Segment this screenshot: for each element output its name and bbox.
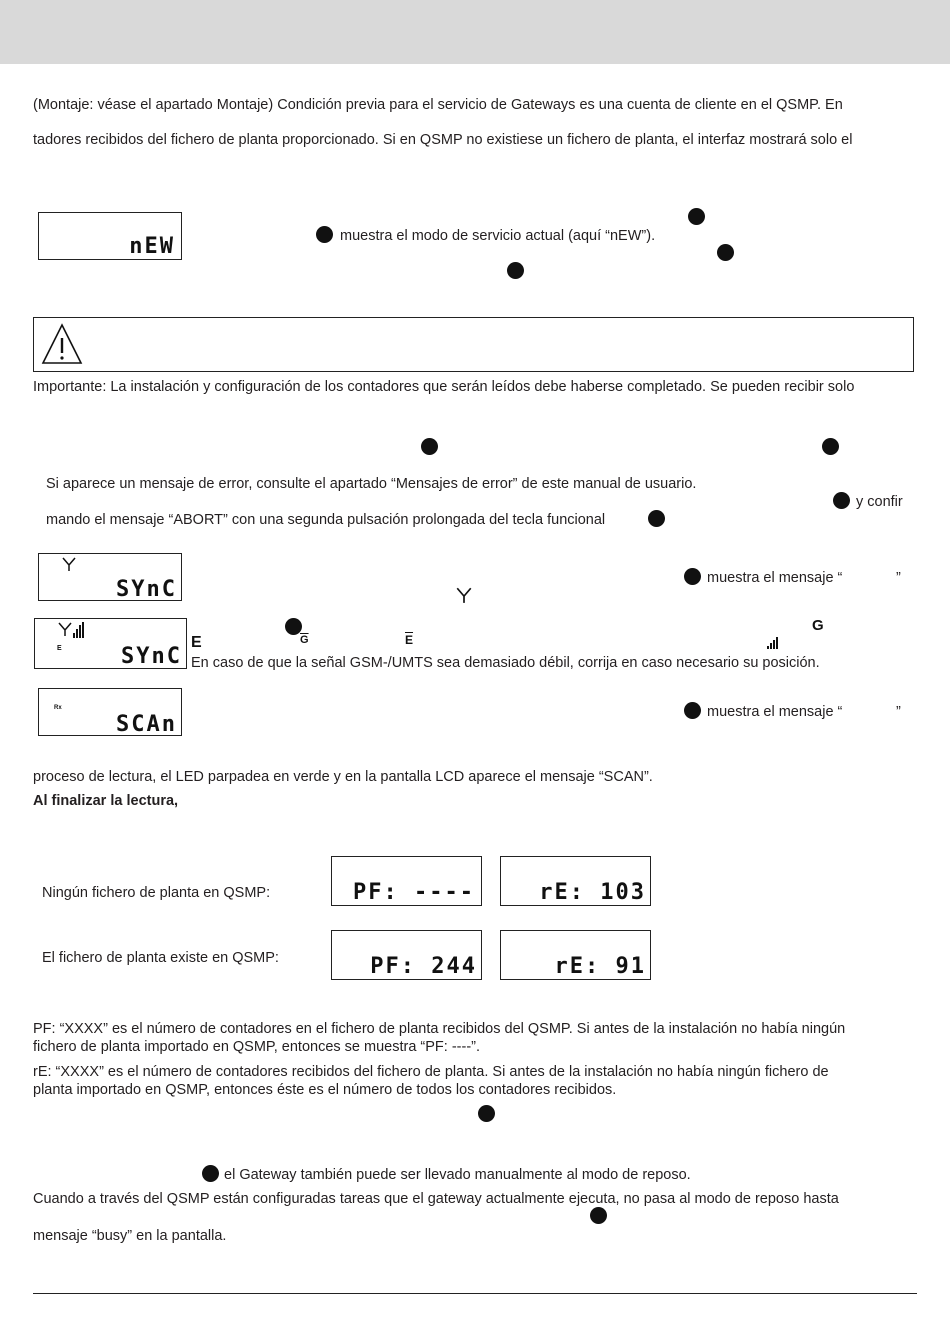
lcd-text-new: nEW [129, 234, 175, 259]
important-note: Importante: La instalación y configuración de los contadores que serán leídos debe haberse completado. Se pueden recibir solo [33, 379, 855, 395]
network-indicator-e: E [57, 645, 62, 652]
end-of-reading-heading: Al finalizar la lectura, [33, 793, 179, 809]
lcd-text-sync: SYnC [116, 577, 177, 602]
lcd-text-pf: PF: ---- [353, 880, 475, 905]
lcd-display-pf-value [331, 930, 482, 980]
signal-bars-icon [767, 637, 778, 649]
no-plant-file-label: Ningún fichero de planta en QSMP: [42, 885, 271, 901]
function-key-bullet [316, 226, 333, 243]
scan-message-text: muestra el mensaje “ [707, 704, 843, 720]
lcd-display-pf-empty [331, 856, 482, 906]
function-key-bullet [822, 438, 839, 455]
function-key-bullet [648, 510, 665, 527]
function-key-bullet [478, 1105, 495, 1122]
re-description-line2: planta importado en QSMP, entonces éste es el número de todos los contadores recibidos. [33, 1082, 617, 1098]
lcd-display-re-value [500, 930, 651, 980]
warning-triangle-icon [40, 322, 84, 366]
error-message-note: Si aparece un mensaje de error, consulte el apartado “Mensajes de error” de este manual de usuario. [46, 476, 697, 492]
lcd-display-new [38, 212, 182, 260]
weak-signal-note: En caso de que la señal GSM-/UMTS sea demasiado débil, corrija en caso necesario su posición. [191, 655, 820, 671]
function-key-bullet [833, 492, 850, 509]
reading-process-note: proceso de lectura, el LED parpadea en verde y en la pantalla LCD aparece el mensaje “SCAN”. [33, 769, 653, 785]
function-key-bullet [285, 618, 302, 635]
busy-note-line2: mensaje “busy” en la pantalla. [33, 1228, 227, 1244]
warning-box [33, 317, 914, 372]
function-key-bullet [688, 208, 705, 225]
paragraph-plant-file: tadores recibidos del fichero de planta proporcionado. Si en QSMP no existiese un fichero de planta, el interfaz mostrará solo el [33, 132, 853, 148]
lcd-display-re-count [500, 856, 651, 906]
lcd-display-sync-signal [34, 618, 187, 669]
lcd-text-re: rE: 91 [554, 954, 646, 979]
function-key-bullet [684, 568, 701, 585]
lcd-display-scan [38, 688, 182, 736]
lcd-text-pf: PF: 244 [370, 954, 477, 979]
function-key-bullet [507, 262, 524, 279]
abort-instruction: mando el mensaje “ABORT” con una segunda pulsación prolongada del tecla funcional [46, 512, 606, 528]
function-key-bullet [717, 244, 734, 261]
paragraph-montaje: (Montaje: véase el apartado Montaje) Condición previa para el servicio de Gateways es una cuenta de cliente en el QSMP. En [33, 97, 843, 113]
rx-indicator: Rx [54, 705, 62, 711]
antenna-icon [455, 586, 473, 604]
footer-rule [33, 1293, 917, 1294]
lcd-text-scan: SCAn [116, 712, 177, 737]
network-g-label: $\overline{G}$ [300, 634, 309, 646]
re-description-line1: rE: “XXXX” es el número de contadores recibidos del fichero de planta. Si antes de la instalación no había ningún fichero de [33, 1064, 829, 1080]
pf-description-line2: fichero de planta importado en QSMP, entonces se muestra “PF: ----”. [33, 1039, 481, 1055]
function-key-bullet [421, 438, 438, 455]
sync-message-text: muestra el mensaje “ [707, 570, 843, 586]
plant-file-exists-label: El fichero de planta existe en QSMP: [42, 950, 279, 966]
manual-sleep-note: el Gateway también puede ser llevado manualmente al modo de reposo. [224, 1167, 691, 1183]
lcd-display-sync [38, 553, 182, 601]
antenna-icon [61, 556, 77, 572]
confirm-suffix: y confir [856, 494, 903, 510]
signal-bars-icon [73, 622, 84, 638]
network-g-label: G [812, 617, 824, 634]
lcd-text-re: rE: 103 [539, 880, 646, 905]
network-e-label: E [191, 634, 202, 651]
function-key-bullet [684, 702, 701, 719]
antenna-icon [57, 621, 73, 637]
function-key-bullet [202, 1165, 219, 1182]
pf-description-line1: PF: “XXXX” es el número de contadores en el fichero de planta recibidos del QSMP. Si antes de la instalación no había ningún [33, 1021, 846, 1037]
sync-message-close: ” [896, 570, 901, 586]
mode-description: muestra el modo de servicio actual (aquí “nEW”). [340, 228, 656, 244]
busy-note-line1: Cuando a través del QSMP están configuradas tareas que el gateway actualmente ejecuta, no pasa al modo de reposo hasta [33, 1191, 839, 1207]
scan-message-close: ” [896, 704, 901, 720]
function-key-bullet [590, 1207, 607, 1224]
network-e-label: $\overline{E}$ [405, 633, 414, 647]
lcd-text-sync: SYnC [121, 644, 182, 669]
page-header-bar [0, 0, 950, 64]
